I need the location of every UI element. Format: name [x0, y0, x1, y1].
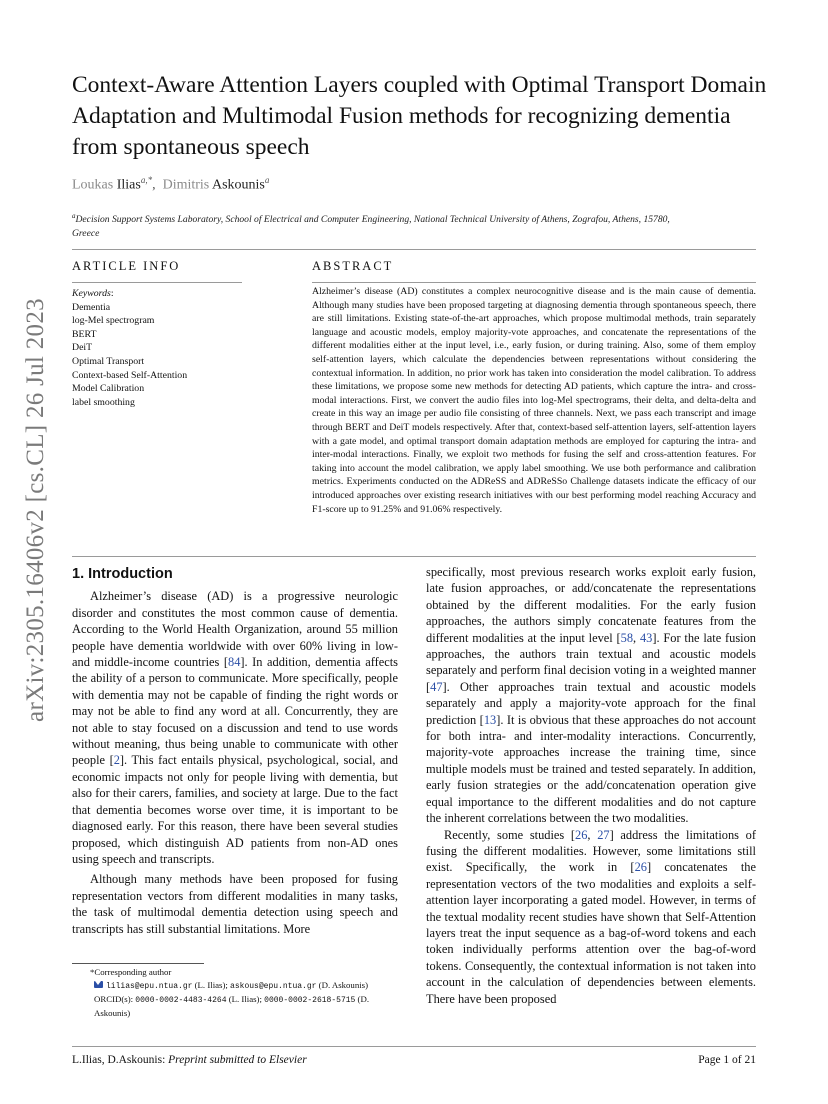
page-number: Page 1 of 21 [698, 1054, 756, 1066]
abstract-text: Alzheimer’s disease (AD) constitutes a complex neurocognitive disease and is the main cause of dementia. Although many studies have been proposed targeting at diagnosing dementia through spontaneous speech, there are still limitations. Existing state-of-the-art approaches, which propose multimodal methods, train separately language and acoustic models, employ majority-vote approaches, and concatenate the representations of the different modalities either at the input level, i.e., early fusion, or during training. Also, some of them employ self-attention layers, which calculate the dependencies between representations without considering the contextual information. In addition, no prior work has taken into consideration the model calibration. To address these limitations, we propose some new methods for detecting AD patients, which capture the intra- and cross-modal interactions. First, we convert the audio files into log-Mel spectrograms, their delta, and delta-delta and create in this way an image per audio file consisting of three channels. Next, we pass each transcript and image through BERT and DeiT models respectively. After that, context-based self-attention layers, self-attention layers with a gate model, and optimal transport domain adaptation methods are employed for capturing the intra- and inter-modal interactions. Finally, we exploit two methods for fusing the self and cross-attention features. For taking into account the model calibration, we apply label smoothing. We use both performance and calibration metrics. Experiments conducted on the ADReSS and ADReSSo Challenge datasets indicate the efficacy of our introduced approaches over existing research initiatives with our best performing model reaching Accuracy and F1-score up to 91.25% and 91.06% respectively. [312, 286, 756, 515]
arxiv-sidebar [16, 300, 56, 720]
keyword-item: Model Calibration [72, 383, 145, 395]
author-1-given: Loukas [72, 177, 114, 193]
footer-divider [72, 1046, 756, 1047]
right-column [426, 564, 756, 1007]
author-2-mark: a [264, 175, 270, 185]
intro-paragraph-1: Alzheimer’s disease (AD) is a progressive neurologic disorder and constitutes the most common cause of dementia. According to the World Health Organization, around 55 million people have dementia worldwide with over 60% living in low- and middle-income countries [84]. In addition, dementia affects the ability of a person to communicate. More specifically, people with dementia may not be capable of finding the right words or may not be able to find any word at all. Concurrently, they are not able to stay focused on a discussion and tend to use words without meaning, thus being unable to communicate with other people [2]. This fact entails physical, psychological, social, and economic impacts not only for people living with dementia, but also for their carers, families, and society at large. Due to the fact that dementia becomes worse over time, it is important to be diagnosed early. For this reason, there have been several studies proposed, which distinguish AD patients from non-AD ones using speech and transcripts. [72, 589, 398, 866]
citation-link[interactable]: 47 [430, 679, 443, 694]
email-line: lilias@epu.ntua.gr (L. Ilias); askous@epu.ntua.gr (D. Askounis) [72, 979, 398, 993]
keyword-item: BERT [72, 328, 97, 340]
orcid-1[interactable]: 0000-0002-4483-4264 [135, 996, 227, 1005]
body-divider [72, 556, 756, 557]
article-info-rule [72, 282, 242, 283]
intro-paragraph-3: specifically, most previous research works exploit early fusion, late fusion approaches, or add/concatenate the representations obtained by the different modalities. For the early fusion approaches, the authors simply concatenate features from the different modalities at the input level [58, 43]. For the late fusion approaches, the authors train textual and acoustic models separately and perform final decision voting in a weighted manner [47]. Other approaches train textual and acoustic models separately and apply a majority-vote approach for the final prediction [13]. It is obvious that these approaches do not account for both intra- and inter-modality interactions. Concurrently, majority-vote approaches increase the training time, since multiple models must be trained and tested separately. In addition, early fusion strategies or the add/concatenation operation give equal importance to the different modalities and do not capture the inherent correlations between the two modalities. [426, 565, 756, 826]
footer-journal: Preprint submitted to Elsevier [168, 1054, 307, 1066]
citation-link[interactable]: 26 [634, 860, 647, 875]
orcid-line: ORCID(s): 0000-0002-4483-4264 (L. Ilias); 0000-0002-2618-5715 (D. Askounis) [94, 994, 370, 1018]
footnote [72, 966, 398, 1020]
affiliation-mark: a [72, 212, 76, 220]
keyword-item: Context-based Self-Attention [72, 369, 188, 381]
keyword-item: log-Mel spectrogram [72, 315, 155, 327]
citation-link[interactable]: 58 [620, 630, 634, 645]
footer-authors: L.Ilias, D.Askounis: [72, 1054, 169, 1066]
author-2-given: Dimitris [162, 177, 210, 193]
author-line: Loukas Ilias$^{a,*}$, Dimitris Askounis$^a$ [72, 175, 270, 193]
affiliation [72, 209, 672, 241]
abstract-heading: ABSTRACT [312, 259, 394, 273]
citation-link[interactable]: 13 [483, 712, 497, 727]
citation-link[interactable]: 2 [113, 753, 120, 768]
citation-link[interactable]: 26 [575, 827, 588, 842]
mail-icon [94, 981, 103, 988]
section-heading-introduction: 1. Introduction [72, 566, 173, 582]
citation-link[interactable]: 84 [228, 655, 241, 670]
header-divider [72, 249, 756, 250]
keywords-list: Keywords: Dementia log-Mel spectrogram BERT DeiT Optimal Transport Context-based Self-Attention Model Calibration label smoothing [72, 288, 188, 408]
author-1-mark: a,* [140, 175, 153, 185]
left-column [72, 566, 398, 937]
orcid-2[interactable]: 0000-0002-2618-5715 [264, 996, 356, 1005]
keywords-label: Keywords [72, 288, 111, 299]
paper-title: Context-Aware Attention Layers coupled with Optimal Transport Domain Adaptation and Multimodal Fusion methods for recognizing dementia from spontaneous speech [72, 72, 767, 160]
author-1-family: Ilias [116, 177, 141, 193]
corresponding-author-note: *Corresponding author [90, 967, 172, 977]
footnote-rule [72, 963, 204, 964]
article-info-heading: ARTICLE INFO [72, 259, 181, 273]
affiliation-text: Decision Support Systems Laboratory, School of Electrical and Computer Engineering, National Technical University of Athens, Zografou, Athens, 15780, Greece [72, 214, 670, 240]
author-2-family: Askounis [211, 177, 265, 193]
intro-paragraph-2: Although many methods have been proposed for fusing representation vectors from different modalities in many tasks, the task of multimodal dementia detection using speech and transcripts has still substantial limitations. More [72, 872, 398, 936]
keyword-item: DeiT [72, 342, 93, 354]
arxiv-identifier: arXiv:2305.16406v2 [cs.CL] 26 Jul 2023 [22, 298, 49, 722]
footer-citation [72, 1054, 307, 1066]
keyword-item: Optimal Transport [72, 355, 145, 367]
abstract-rule [312, 282, 756, 283]
citation-link[interactable]: 43 [639, 630, 653, 645]
citation-link[interactable]: 27 [597, 827, 610, 842]
intro-paragraph-4: Recently, some studies [26, 27] address the limitations of fusing the different modalities. However, some limitations still exist. Specifically, the work in [26] concatenates the representation vectors of the two modalities and exploits a self-attention layer incorporating a gated model. However, in terms of the textual modality recent studies have shown that Self-Attention layers treat the input sequence as a bag-of-word tokens and each token individually performs attention over the bag-of-word tokens. Consequently, the contextual information is not taken into account in the calculation of dependencies between elements. There have been proposed [426, 827, 756, 1006]
keyword-item: label smoothing [72, 396, 135, 408]
email-1[interactable]: lilias@epu.ntua.gr [106, 982, 193, 991]
email-2[interactable]: askous@epu.ntua.gr [230, 982, 317, 991]
keyword-item: Dementia [72, 301, 111, 313]
